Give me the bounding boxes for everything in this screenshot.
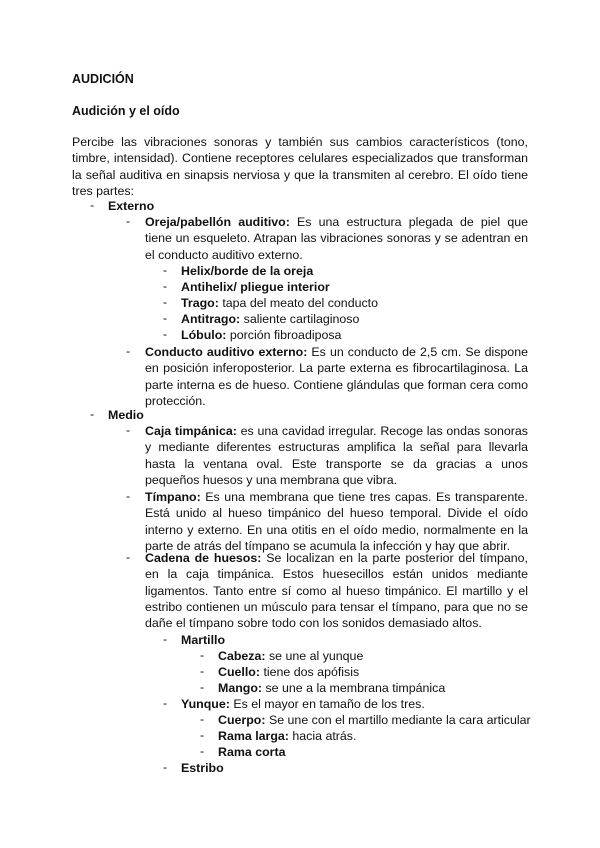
list-item-helix <box>181 263 313 279</box>
list-item-cuerpo <box>218 712 531 728</box>
list-item-cuello <box>218 664 359 680</box>
term-label: Caja timpánica: <box>145 424 237 438</box>
term-label: Cuello: <box>218 665 260 679</box>
bullet-dash: - <box>126 489 131 503</box>
term-description: se une a la membrana timpánica <box>262 681 446 695</box>
term-label: Oreja/pabellón auditivo: <box>145 215 290 229</box>
term-label: Helix/borde de la oreja <box>181 264 314 278</box>
term-label: Rama larga: <box>218 729 289 743</box>
term-label: Conducto auditivo externo: <box>145 345 308 359</box>
term-label: Cadena de huesos: <box>145 551 262 565</box>
list-item-antihelix <box>181 279 330 295</box>
term-description: Se une con el martillo mediante la cara articular <box>265 713 531 727</box>
list-item-estribo: Estribo <box>181 761 224 775</box>
term-label: Cuerpo: <box>218 713 266 727</box>
list-item-caja <box>145 423 528 488</box>
term-description: Es una estructura plegada de piel que tiene un esqueleto. Atrapan las vibraciones sonoras y se adentran en el conducto auditivo externo. <box>145 215 529 262</box>
bullet-dash: - <box>200 648 205 662</box>
section-heading: Audición y el oído <box>72 104 180 118</box>
bullet-dash: - <box>126 423 131 437</box>
list-item-oreja <box>145 214 528 263</box>
term-label: Tímpano: <box>145 490 201 504</box>
term-description: Es el mayor en tamaño de los tres. <box>229 697 425 711</box>
bullet-dash: - <box>90 198 95 212</box>
term-description: Es una membrana que tiene tres capas. Es transparente. Está unido al hueso timpánico del hueso temporal. Divide el oído interno y externo. En una otitis en el oído medio, normalmente en la parte de atrás del tímpano se acumula la infección y hay que abrir. <box>145 490 528 553</box>
bullet-dash: - <box>163 263 168 277</box>
bullet-dash: - <box>163 295 168 309</box>
bullet-dash: - <box>163 311 168 325</box>
term-label: Cabeza: <box>218 649 266 663</box>
term-label: Lóbulo: <box>181 328 227 342</box>
term-label: Rama corta <box>218 745 286 759</box>
bullet-dash: - <box>163 632 168 646</box>
term-description: hacia atrás. <box>288 729 357 743</box>
list-item-cadena <box>145 550 528 631</box>
bullet-dash: - <box>200 664 205 678</box>
bullet-dash: - <box>163 327 168 341</box>
term-description: es una cavidad irregular. Recoge las ondas sonoras y mediante diferentes estructuras amplifica la señal para llevarla hasta la ventana oval. Este transporte se da gracias a unos pequeños huesos y una membrana que vibra. <box>145 424 528 487</box>
list-item-trago <box>181 295 378 311</box>
bullet-dash: - <box>126 214 131 228</box>
list-item-timpano <box>145 489 528 554</box>
term-description: saliente cartilaginoso <box>240 312 360 326</box>
list-item-lobulo <box>181 327 341 343</box>
term-label: Antitrago: <box>181 312 241 326</box>
list-item-martillo: Martillo <box>181 633 226 647</box>
list-item-rama-larga <box>218 728 356 744</box>
bullet-dash: - <box>90 407 95 421</box>
bullet-dash: - <box>200 712 205 726</box>
list-item-medio: Medio <box>108 408 144 422</box>
term-description: porción fibroadiposa <box>226 328 342 342</box>
list-item-externo: Externo <box>108 199 155 213</box>
list-item-mango <box>218 680 445 696</box>
term-label: Mango: <box>218 681 263 695</box>
intro-paragraph: Percibe las vibraciones sonoras y también sus cambios característicos (tono, timbre, intensidad). Contiene receptores celulares especializados que transforman la señal auditiva en sinapsis nerviosa y que la transmiten al cerebro. El oído tiene tres partes: <box>72 135 528 198</box>
list-item-yunque <box>181 696 425 712</box>
bullet-dash: - <box>200 728 205 742</box>
bullet-dash: - <box>126 550 131 564</box>
bullet-dash: - <box>163 696 168 710</box>
list-item-conducto <box>145 344 528 409</box>
bullet-dash: - <box>163 760 168 774</box>
document-title: AUDICIÓN <box>72 72 134 86</box>
bullet-dash: - <box>200 744 205 758</box>
term-label: Trago: <box>181 296 219 310</box>
term-description: tapa del meato del conducto <box>218 296 378 310</box>
list-item-rama-corta <box>218 744 286 760</box>
list-item-cabeza <box>218 648 363 664</box>
term-label: Yunque: <box>181 697 230 711</box>
bullet-dash: - <box>163 279 168 293</box>
term-label: Antihelix/ pliegue interior <box>181 280 330 294</box>
term-description: Se localizan en la parte posterior del tímpano, en la caja timpánica. Estos huesecillos están unidos mediante ligamentos. Tanto entre sí como al hueso timpánico. El martillo y el estribo contienen un músculo para tensar el tímpano, para que no se dañe el tímpano sobre todo con los sonidos demasiado altos. <box>145 551 528 631</box>
list-item-antitrago <box>181 311 359 327</box>
bullet-dash: - <box>126 344 131 358</box>
bullet-dash: - <box>200 680 205 694</box>
term-description: se une al yunque <box>265 649 364 663</box>
term-description: tiene dos apófisis <box>260 665 360 679</box>
term-description: Es un conducto de 2,5 cm. Se dispone en posición inferoposterior. La parte externa es fibrocartilaginosa. La parte interna es de hueso. Contiene glándulas que forman cera como protección. <box>145 345 528 408</box>
